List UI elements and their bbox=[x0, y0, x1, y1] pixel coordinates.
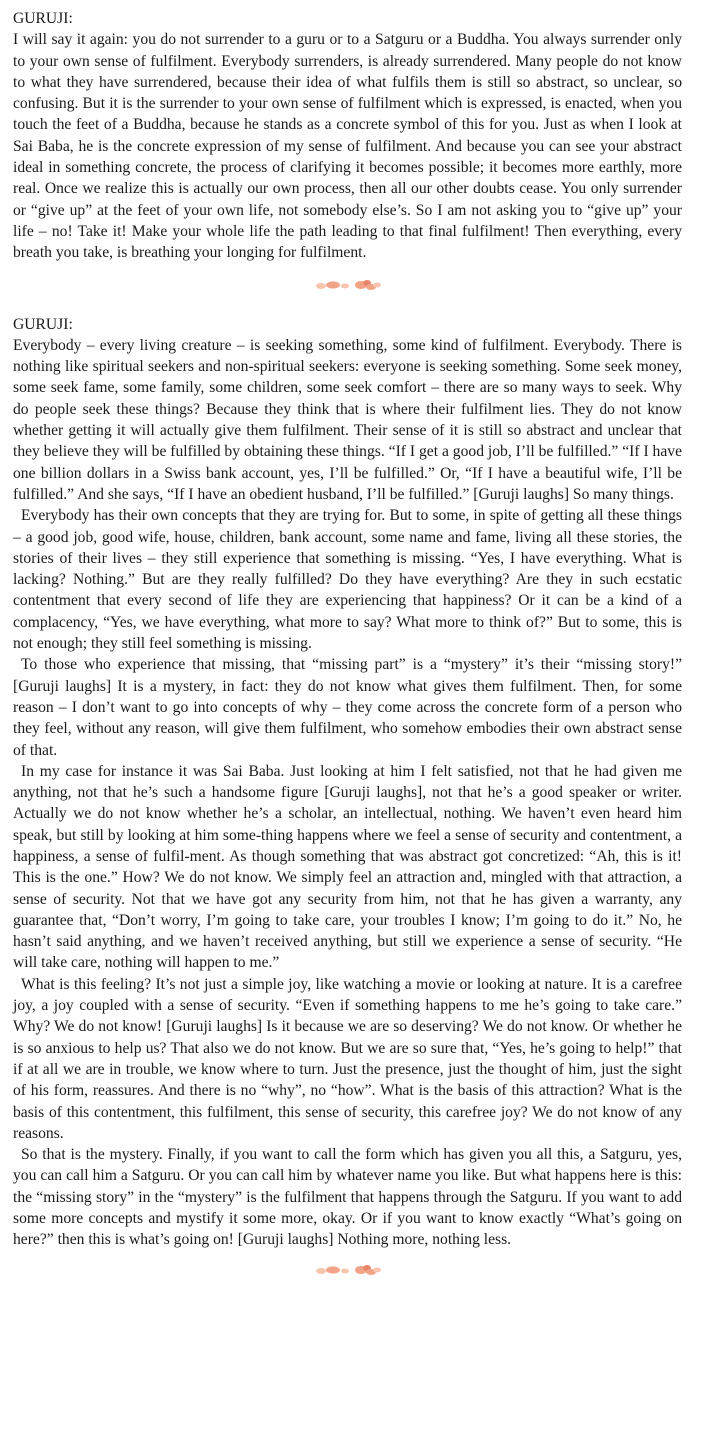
paragraph: To those who experience that missing, that “missing part” is a “mystery” it’s their “missing story!” [Guruji laughs] It is a mystery, in fact: they do not know what gives them fulfilment. Then, for some reason – I don’t want to go into concepts of why – they come across the concrete form of a person who they feel, without any reason, will give them fulfilment, who somehow embodies their own abstract sense of that. bbox=[13, 656, 682, 759]
document-page bbox=[13, 8, 682, 1278]
paragraph: In my case for instance it was Sai Baba. Just looking at him I felt satisfied, not that he had given me anything, not that he’s such a handsome figure [Guruji laughs], not that he’s a good speaker or writer. Actually we do not know whether he’s a scholar, an intellectual, nothing. We haven’t even heard him speak, but still by looking at him some-thing happens where we feel a sense of security and contentment, a happiness, a sense of fulfil-ment. As though something that was abstract got concretized: “Ah, this is it! This is the one.” How? We do not know. We simply feel an attraction and, mingled with that attraction, a sense of security. Not that we have got any security from him, not that he has given a warranty, any guarantee that, “Don’t worry, I’m going to take care, your troubles I know; I’m going to do it.” No, he hasn’t said anything, and we haven’t received anything, but still we experience a sense of security. “He will take care, nothing will happen to me.” bbox=[13, 762, 682, 972]
section-divider bbox=[13, 1262, 682, 1278]
section-divider bbox=[13, 277, 682, 293]
speaker-label: GURUJI: bbox=[13, 10, 73, 27]
floral-divider-icon bbox=[313, 277, 383, 293]
dialogue-section-2 bbox=[13, 314, 682, 1251]
paragraph: Everybody – every living creature – is seeking something, some kind of fulfilment. Everybody. There is nothing like spiritual seekers and non-spiritual seekers: everyone is seeking something. Some seek money, some seek fame, some family, some children, some seek comfort – there are so many ways to seek. Why do people seek these things? Because they think that is where their fulfilment lies. They do not know whether getting it will actually give them fulfilment. Their sense of it is still so abstract and unclear that they believe they will be fulfilled by obtaining these things. “If I get a good job, I’ll be fulfilled.” “If I have one billion dollars in a Swiss bank account, yes, I’ll be fulfilled.” Or, “If I have a beautiful wife, I’ll be fulfilled.” And she says, “If I have an obedient husband, I’ll be fulfilled.” [Guruji laughs] So many things. bbox=[13, 336, 682, 503]
paragraph: I will say it again: you do not surrender to a guru or to a Satguru or a Buddha. You always surrender only to your own sense of fulfilment. Everybody surrenders, is already surrendered. Many people do not know to what they have surrendered, because their idea of what fulfils them is still so abstract, so unclear, so confusing. But it is the surrender to your own sense of fulfilment which is expressed, is enacted, when you touch the feet of a Buddha, because he stands as a concrete symbol of this for you. Just as when I look at Sai Baba, he is the concrete expression of my sense of fulfilment. And because you can see your abstract ideal in something concrete, the process of clarifying it becomes possible; it becomes more earthly, more real. Once we realize this is actually our own process, then all our other doubts cease. You only surrender or “give up” at the feet of your own life, not somebody else’s. So I am not asking you to “give up” your life – no! Take it! Make your whole life the path leading to that final fulfilment! Then everything, every breath you take, is breathing your longing for fulfilment. bbox=[13, 31, 682, 262]
dialogue-section-1 bbox=[13, 8, 682, 264]
speaker-label: GURUJI: bbox=[13, 315, 73, 333]
paragraph: So that is the mystery. Finally, if you want to call the form which has given you all this, a Satguru, yes, you can call him a Satguru. Or you can call him by whatever name you like. But what happens here is this: the “missing story” in the “mystery” is the fulfilment that happens through the Satguru. If you want to add some more concepts and mystify it some more, okay. Or if you want to know exactly “What’s going on here?” then this is what’s going on! [Guruji laughs] Nothing more, nothing less. bbox=[13, 1146, 682, 1249]
paragraph: Everybody has their own concepts that they are trying for. But to some, in spite of getting all these things – a good job, good wife, house, children, bank account, some name and fame, living all these stories, the stories of their lives – they still experience that something is missing. “Yes, I have everything. What is lacking? Nothing.” But are they really fulfilled? Do they have everything? Are they in such ecstatic contentment that every second of life they are experiencing that happiness? Or it can be a kind of a complacency, “Yes, we have everything, what more to say? What more to think of?” But to some, this is not enough; they still feel something is missing. bbox=[13, 507, 682, 653]
floral-divider-icon bbox=[313, 1262, 383, 1278]
paragraph: What is this feeling? It’s not just a simple joy, like watching a movie or looking at nature. It is a carefree joy, a joy coupled with a sense of security. “Even if something happens to me he’s going to take care.” Why? We do not know! [Guruji laughs] Is it because we are so deserving? We do not know. Or whether he is so anxious to help us? That also we do not know. But we are so sure that, “Yes, he’s going to help!” that if at all we are in trouble, we know where to turn. Just the presence, just the thought of him, just the sight of his form, reassures. And there is no “why”, no “how”. What is the basis of this attraction? What is the basis of this contentment, this fulfilment, this sense of security, this carefree joy? We do not know of any reasons. bbox=[13, 975, 682, 1142]
